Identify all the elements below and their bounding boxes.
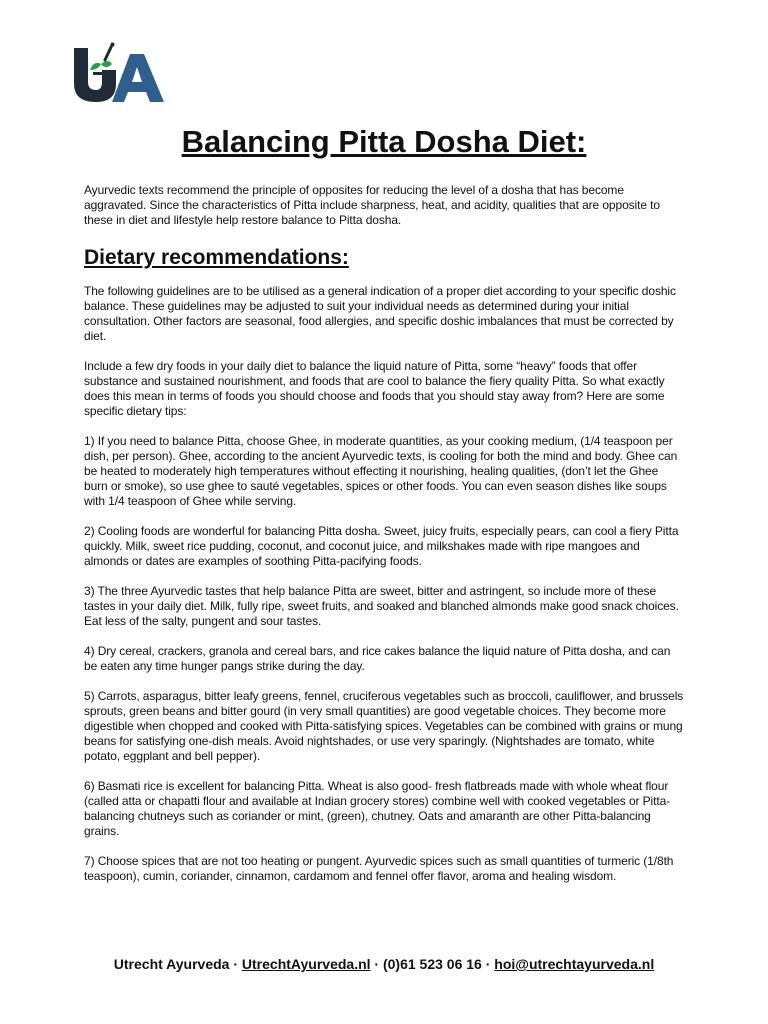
section-heading: Dietary recommendations:: [84, 246, 349, 269]
intro-paragraph: Ayurvedic texts recommend the principle of opposites for reducing the level of a dosha that has become aggravated. Since the characteristics of Pitta include sharpness, heat, and acidity, qualities that are opposite to these in diet and lifestyle help restore balance to Pitta dosha.: [84, 183, 660, 227]
ua-logo-mark: [72, 42, 166, 104]
intro-section: [84, 183, 684, 243]
footer-name: Utrecht Ayurveda: [113, 956, 230, 972]
tip-5-vegetables: 5) Carrots, asparagus, bitter leafy greens, fennel, cruciferous vegetables such as broccoli, cauliflower, and brussels sprouts, green beans and bitter gourd (in very small quantities) are good vegetable choices. They become more digestible when chopped and cooked with Pitta-satisfying spices. Vegetables can be combined with grains or mung beans for satisfying one-dish meals. Avoid nightshades, or use very sparingly. (Nightshades are tomato, white potato, eggplant and bell pepper).: [84, 689, 684, 763]
tip-1-ghee: 1) If you need to balance Pitta, choose Ghee, in moderate quantities, as your cooking medium, (1/4 teaspoon per dish, per person). Ghee, according to the ancient Ayurvedic texts, is cooling for both the mind and body. Ghee can be heated to moderately high temperatures without effecting it nourishing, healing qualities, (don’t let the Ghee burn or smoke), so use ghee to sauté vegetables, spices or other foods. You can even season dishes like soups with 1/4 teaspoon of Ghee while serving.: [84, 434, 678, 508]
footer-separator: ·: [370, 956, 383, 972]
tip-6-grains: 6) Basmati rice is excellent for balancing Pitta. Wheat is also good- fresh flatbreads made with whole wheat flour (called atta or chapatti flour and available at Indian grocery stores) combine well with cooked vegetables or Pitta-balancing chutneys such as coriander or mint, (green), chutney. Oats and amaranth are other Pitta-balancing grains.: [84, 779, 671, 838]
tip-4-dry-cereal: 4) Dry cereal, crackers, granola and cereal bars, and rice cakes balance the liquid nature of Pitta dosha, and can be eaten any time hunger pangs strike during the day.: [84, 644, 671, 673]
tip-2-cooling-foods: 2) Cooling foods are wonderful for balancing Pitta dosha. Sweet, juicy fruits, especially pears, can cool a fiery Pitta quickly. Milk, sweet rice pudding, coconut, and coconut juice, and milkshakes made with ripe mangoes and almonds or dates are examples of soothing Pitta-pacifying foods.: [84, 524, 679, 568]
paragraph-guidelines: The following guidelines are to be utilised as a general indication of a proper diet according to your specific doshic balance. These guidelines may be adjusted to suit your individual needs as determined during your initial consultation. Other factors are seasonal, food allergies, and specific doshic imbalances that must be corrected by diet.: [84, 284, 676, 343]
footer-separator: ·: [481, 956, 495, 972]
dietary-recommendations: [84, 284, 684, 899]
tip-7-spices: 7) Choose spices that are not too heating or pungent. Ayurvedic spices such as small quantities of turmeric (1/8th teaspoon), cumin, coriander, cinnamon, cardamom and fennel offer flavor, aroma and healing wisdom.: [84, 854, 674, 883]
footer-phone: (0)61 523 06 16: [382, 956, 482, 972]
paragraph-dry-foods: Include a few dry foods in your daily diet to balance the liquid nature of Pitta, some “heavy” foods that offer substance and sustained nourishment, and foods that are cool to balance the fiery quality Pitta. So what exactly does this mean in terms of foods you should choose and foods that you should stay away from? Here are some specific dietary tips:: [84, 359, 665, 418]
footer-website-link[interactable]: UtrechtAyurveda.nl: [241, 956, 371, 972]
page-title: Balancing Pitta Dosha Diet:: [181, 124, 587, 159]
tip-3-tastes: 3) The three Ayurvedic tastes that help balance Pitta are sweet, bitter and astringent, so include more of these tastes in your daily diet. Milk, fully ripe, sweet fruits, and soaked and blanched almonds make good snack choices. Eat less of the salty, pungent and sour tastes.: [84, 584, 679, 628]
footer-email-link[interactable]: hoi@utrechtayurveda.nl: [494, 956, 655, 972]
utrecht-ayurveda-logo: [72, 42, 166, 104]
footer: [0, 954, 768, 974]
footer-separator: ·: [229, 956, 242, 972]
